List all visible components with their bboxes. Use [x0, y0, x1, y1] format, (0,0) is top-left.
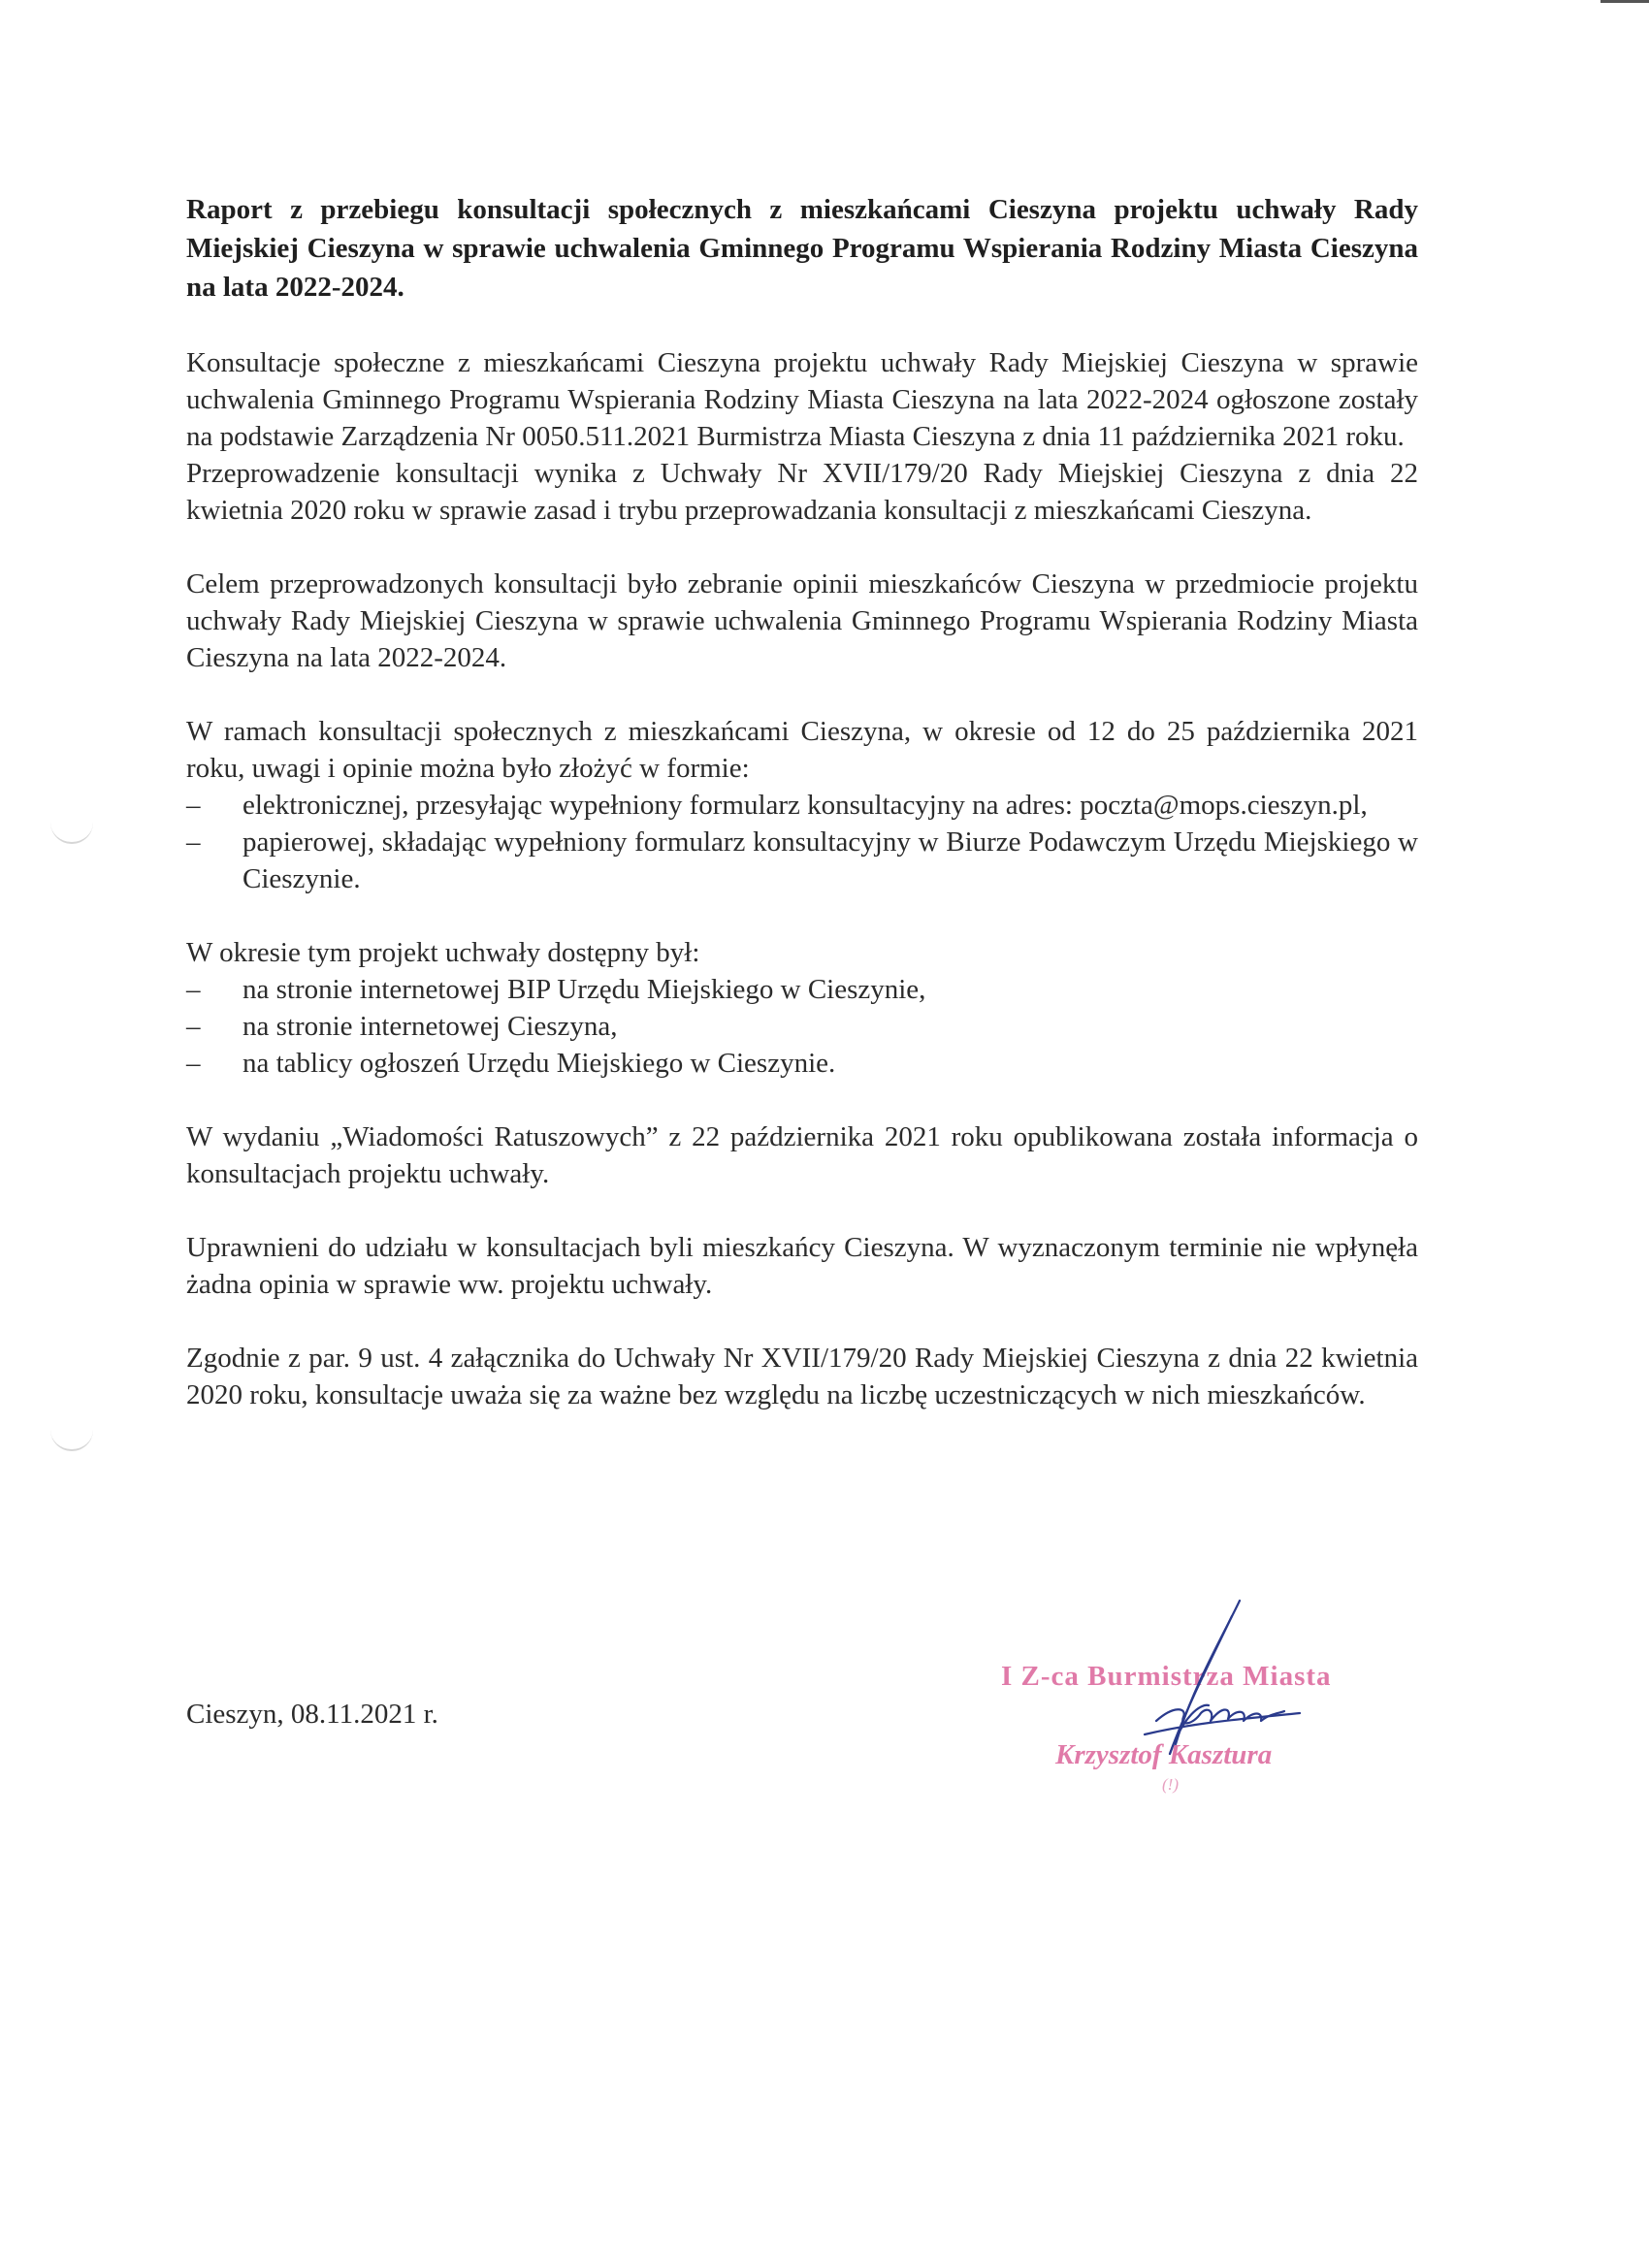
section-submission-forms	[186, 713, 1418, 897]
document-body	[186, 190, 1418, 1450]
punch-hole-mark	[50, 821, 93, 844]
section-purpose	[186, 566, 1418, 676]
list-item-text: na tablicy ogłoszeń Urzędu Miejskiego w Cieszynie.	[242, 1048, 836, 1079]
dash-bullet: –	[186, 974, 201, 1005]
handwritten-signature	[1086, 1599, 1319, 1764]
list-item-text: na stronie internetowej BIP Urzędu Miejskiego w Cieszynie,	[242, 974, 926, 1005]
list-item	[186, 1008, 1418, 1045]
section-validity	[186, 1340, 1418, 1413]
scan-edge-mark	[1600, 0, 1649, 3]
section-availability	[186, 934, 1418, 1082]
availability-list	[186, 971, 1418, 1082]
submission-forms-list	[186, 787, 1418, 897]
dash-bullet: –	[186, 826, 201, 858]
dash-bullet: –	[186, 1048, 201, 1079]
list-item-text: papierowej, składając wypełniony formularz konsultacyjny w Biurze Podawczym Urzędu Miejskiego w Cieszynie.	[242, 826, 1418, 894]
stamp-title: I Z-ca Burmistrza Miasta	[1001, 1661, 1332, 1692]
dash-bullet: –	[186, 1011, 201, 1042]
list-item-text: na stronie internetowej Cieszyna,	[242, 1011, 618, 1042]
section-publication	[186, 1118, 1418, 1192]
section-participants	[186, 1229, 1418, 1303]
paragraph-announcement: Konsultacje społeczne z mieszkańcami Cieszyna projektu uchwały Rady Miejskiej Cieszyna w sprawie uchwalenia Gminnego Programu Wspierania Rodziny Miasta Cieszyna na lata 2022-2024 ogłoszone zostały na podstawie Zarządzenia Nr 0050.511.2021 Burmistrza Miasta Cieszyna z dnia 11 października 2021 roku.	[186, 347, 1418, 452]
list-item	[186, 824, 1418, 897]
paragraph-purpose: Celem przeprowadzonych konsultacji było zebranie opinii mieszkańców Cieszyna w przedmiocie projektu uchwały Rady Miejskiej Cieszyna w sprawie uchwalenia Gminnego Programu Wspierania Rodziny Miasta Cieszyna na lata 2022-2024.	[186, 568, 1418, 673]
section-legal-basis	[186, 344, 1418, 529]
paragraph-validity: Zgodnie z par. 9 ust. 4 załącznika do Uchwały Nr XVII/179/20 Rady Miejskiej Cieszyna z dnia 22 kwietnia 2020 roku, konsultacje uważa się za ważne bez względu na liczbę uczestniczących w nich mieszkańców.	[186, 1343, 1418, 1410]
stamp-name: Krzysztof Kasztura	[1055, 1739, 1273, 1770]
paragraph-participants: Uprawnieni do udziału w konsultacjach byli mieszkańcy Cieszyna. W wyznaczonym terminie nie wpłynęła żadna opinia w sprawie ww. projektu uchwały.	[186, 1232, 1418, 1300]
paragraph-legal-basis: Przeprowadzenie konsultacji wynika z Uchwały Nr XVII/179/20 Rady Miejskiej Cieszyna z dnia 22 kwietnia 2020 roku w sprawie zasad i trybu przeprowadzania konsultacji z mieszkańcami Cieszyna.	[186, 458, 1418, 526]
punch-hole-mark	[50, 1428, 93, 1451]
paragraph-submission-intro: W ramach konsultacji społecznych z mieszkańcami Cieszyna, w okresie od 12 do 25 października 2021 roku, uwagi i opinie można było złożyć w formie:	[186, 716, 1418, 784]
list-item	[186, 1045, 1418, 1082]
dash-bullet: –	[186, 790, 201, 821]
document-title: Raport z przebiegu konsultacji społecznych z mieszkańcami Cieszyna projektu uchwały Rady Miejskiej Cieszyna w sprawie uchwalenia Gminnego Programu Wspierania Rodziny Miasta Cieszyna na lata 2022-2024.	[186, 194, 1418, 303]
paragraph-availability-intro: W okresie tym projekt uchwały dostępny był:	[186, 937, 700, 968]
paragraph-publication: W wydaniu „Wiadomości Ratuszowych” z 22 października 2021 roku opublikowana została informacja o konsultacjach projektu uchwały.	[186, 1121, 1418, 1189]
list-item	[186, 787, 1418, 824]
signature-stroke	[1145, 1713, 1300, 1734]
place-and-date: Cieszyn, 08.11.2021 r.	[186, 1699, 438, 1730]
list-item	[186, 971, 1418, 1008]
stamp-sub: (!)	[1162, 1775, 1179, 1794]
list-item-text: elektronicznej, przesyłając wypełniony formularz konsultacyjny na adres: poczta@mops.cieszyn.pl,	[242, 790, 1368, 821]
